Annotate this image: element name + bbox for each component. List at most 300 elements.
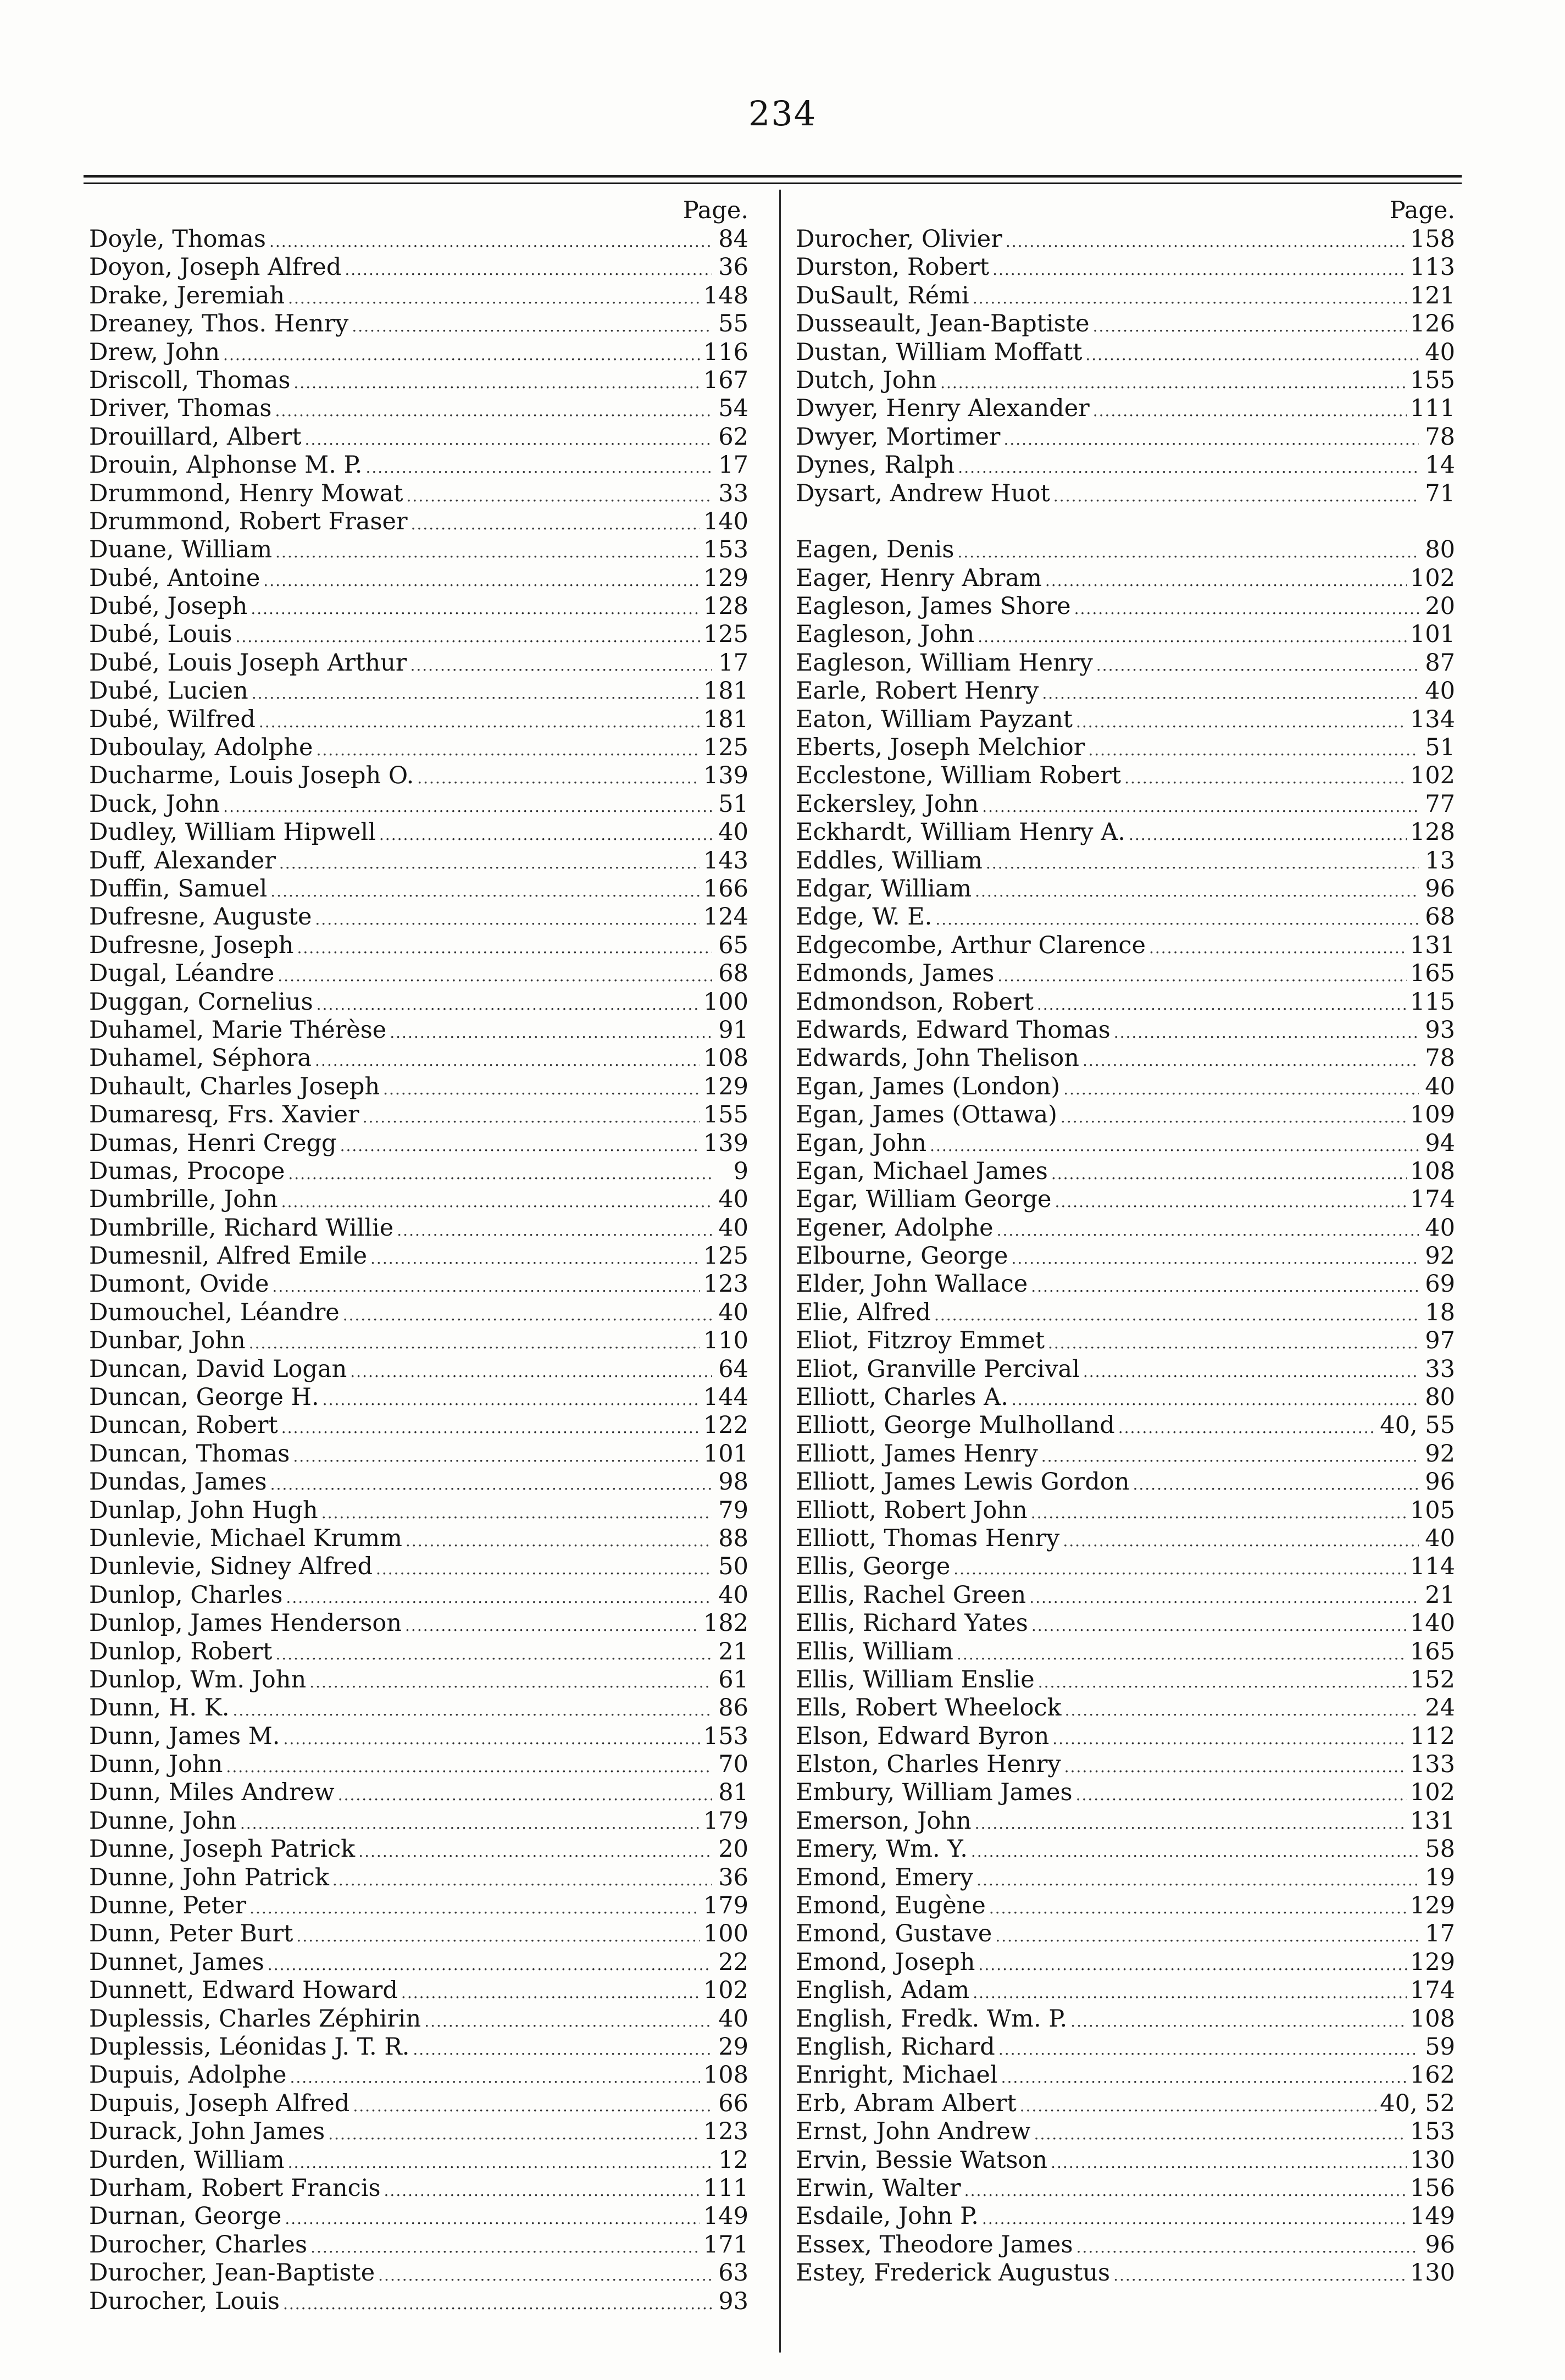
entry-name: Dunlevie, Sidney Alfred	[89, 1553, 373, 1581]
dot-leader	[270, 877, 700, 905]
index-entry	[796, 1242, 1455, 1270]
entry-name: Dufresne, Auguste	[89, 903, 312, 931]
entry-name: Ellis, Richard Yates	[796, 1609, 1028, 1637]
dot-leader	[975, 1809, 1407, 1837]
dot-leader	[410, 651, 712, 679]
index-entry	[796, 310, 1455, 338]
index-entry	[796, 2259, 1455, 2287]
dot-leader	[363, 1103, 700, 1131]
dot-leader	[332, 1866, 712, 1894]
entry-page: 94	[1425, 1129, 1455, 1157]
entry-page: 102	[1409, 1779, 1455, 1807]
entry-page: 81	[718, 1779, 748, 1807]
dot-leader	[1076, 1781, 1407, 1809]
index-entry	[796, 2033, 1455, 2061]
index-entry	[796, 1723, 1455, 1751]
index-entry	[796, 734, 1455, 762]
entry-page: 40	[1425, 338, 1455, 366]
entry-name: Dumbrille, Richard Willie	[89, 1214, 394, 1242]
dot-leader	[288, 2149, 712, 2177]
index-entry	[796, 1412, 1455, 1440]
index-entry	[796, 1016, 1455, 1044]
dot-leader	[958, 453, 1419, 481]
index-entry	[89, 2061, 748, 2089]
entry-name: Edgecombe, Arthur Clarence	[796, 931, 1146, 959]
index-entry	[796, 1327, 1455, 1355]
index-entry	[89, 1553, 748, 1581]
index-entry	[796, 367, 1455, 395]
entry-page: 40	[718, 818, 748, 846]
dot-leader	[935, 905, 1419, 933]
entry-name: Egan, Michael James	[796, 1157, 1048, 1185]
entry-page: 158	[1409, 225, 1455, 253]
dot-leader	[283, 1725, 700, 1753]
entry-page: 40	[1425, 677, 1455, 705]
dot-leader	[235, 623, 700, 651]
entry-page: 9	[733, 1157, 748, 1185]
dot-leader	[223, 793, 712, 821]
dot-leader	[275, 1640, 712, 1668]
dot-leader	[383, 1075, 700, 1103]
dot-leader	[989, 1894, 1407, 1922]
dot-leader	[263, 567, 700, 595]
index-entry	[89, 649, 748, 677]
entry-page: 36	[718, 1863, 748, 1891]
entry-name: Ellis, William Enslie	[796, 1665, 1035, 1693]
entry-page: 134	[1409, 705, 1455, 733]
entry-name: Dubé, Wilfred	[89, 705, 256, 733]
entry-name: Duhault, Charles Joseph	[89, 1072, 380, 1100]
index-entry	[89, 1186, 748, 1214]
dot-leader	[978, 1951, 1406, 1979]
entry-page: 91	[718, 1016, 748, 1044]
index-entry	[89, 1073, 748, 1101]
entry-name: Drouillard, Albert	[89, 423, 302, 451]
dot-leader	[390, 1019, 712, 1047]
index-entry	[89, 1581, 748, 1609]
entry-name: Dubé, Louis	[89, 621, 232, 649]
entry-name: Dumouchel, Léandre	[89, 1298, 340, 1326]
index-entry	[89, 677, 748, 705]
entry-page: 92	[1425, 1440, 1455, 1468]
dot-leader	[269, 228, 712, 256]
entry-name: Eddles, William	[796, 846, 983, 874]
dot-leader	[957, 1640, 1407, 1668]
entry-name: Elder, John Wallace	[796, 1270, 1028, 1298]
index-entry	[796, 1666, 1455, 1694]
entry-name: Drew, John	[89, 338, 220, 366]
entry-name: Dunbar, John	[89, 1327, 246, 1355]
dot-leader	[370, 1244, 700, 1272]
index-entry	[796, 932, 1455, 960]
entry-name: Dumaresq, Frs. Xavier	[89, 1101, 359, 1129]
entry-page: 115	[1409, 988, 1455, 1016]
entry-name: Dugal, Léandre	[89, 960, 275, 988]
dot-leader	[1096, 651, 1419, 679]
index-entry	[89, 1214, 748, 1242]
entry-page: 92	[1425, 1242, 1455, 1270]
entry-name: Embury, William James	[796, 1779, 1073, 1807]
entry-name: Edmondson, Robert	[796, 988, 1034, 1016]
entry-page: 40	[718, 1186, 748, 1214]
entry-page: 131	[1409, 1807, 1455, 1835]
entry-page: 149	[1409, 2202, 1455, 2230]
dot-leader	[998, 2035, 1419, 2063]
entry-page: 139	[703, 762, 748, 790]
dot-leader	[1048, 1329, 1419, 1357]
dot-leader	[251, 595, 700, 623]
entry-page: 51	[1425, 734, 1455, 762]
index-entry	[89, 621, 748, 649]
index-entry	[796, 282, 1455, 310]
entry-name: Eliot, Granville Percival	[796, 1355, 1080, 1383]
entry-page: 68	[718, 960, 748, 988]
index-entry	[796, 1609, 1455, 1637]
dot-leader	[1037, 990, 1407, 1019]
index-entry	[89, 225, 748, 253]
dot-leader	[1003, 425, 1419, 453]
entry-name: Ernst, John Andrew	[796, 2118, 1031, 2146]
dot-leader	[315, 1047, 700, 1075]
entry-name: Egan, James (Ottawa)	[796, 1101, 1057, 1129]
index-entry	[89, 1666, 748, 1694]
index-entry	[89, 282, 748, 310]
entry-page: 65	[718, 931, 748, 959]
index-entry	[89, 395, 748, 423]
left-column	[89, 197, 748, 2316]
index-entry	[796, 875, 1455, 903]
dot-leader	[1088, 736, 1419, 764]
index-entry	[89, 1807, 748, 1835]
index-entry	[796, 2090, 1455, 2118]
entry-name: Eckersley, John	[796, 790, 979, 818]
entry-page: 33	[718, 479, 748, 507]
entry-page: 100	[703, 1920, 748, 1948]
index-entry	[89, 423, 748, 451]
entry-page: 165	[1409, 1637, 1455, 1665]
entry-page: 165	[1409, 960, 1455, 988]
dot-leader	[1051, 1160, 1407, 1188]
index-entry	[89, 1299, 748, 1327]
entry-name: Dunn, John	[89, 1751, 223, 1779]
entry-name: Duck, John	[89, 790, 220, 818]
index-entry	[796, 1581, 1455, 1609]
entry-page: 162	[1409, 2061, 1455, 2089]
entry-page: 129	[1409, 1892, 1455, 1920]
entry-name: Dudley, William Hipwell	[89, 818, 376, 846]
entry-name: Dunne, John Patrick	[89, 1863, 329, 1891]
entry-page: 166	[703, 874, 748, 903]
index-entry	[796, 1158, 1455, 1186]
entry-page: 40, 52	[1380, 2089, 1455, 2117]
index-entry	[796, 339, 1455, 367]
index-entry	[89, 1892, 748, 1920]
index-entry	[796, 2202, 1455, 2230]
entry-name: Elbourne, George	[796, 1242, 1008, 1270]
dot-leader	[971, 1837, 1419, 1866]
entry-name: Dunlop, Charles	[89, 1581, 283, 1609]
index-entry	[796, 564, 1455, 593]
entry-name: Dynes, Ralph	[796, 451, 955, 479]
entry-name: Edgar, William	[796, 874, 972, 903]
entry-page: 114	[1409, 1553, 1455, 1581]
entry-name: Eberts, Joseph Melchior	[796, 734, 1085, 762]
entry-name: Dunne, Joseph Patrick	[89, 1835, 356, 1863]
entry-name: Doyle, Thomas	[89, 225, 266, 253]
dot-leader	[353, 2092, 712, 2120]
dot-leader	[1052, 1725, 1407, 1753]
dot-leader	[1113, 2261, 1407, 2289]
index-entry	[89, 1949, 748, 1977]
dot-leader	[286, 1584, 712, 1612]
entry-page: 153	[703, 536, 748, 564]
entry-page: 105	[1409, 1496, 1455, 1524]
dot-leader	[397, 1216, 712, 1244]
entry-page: 93	[1425, 1016, 1455, 1044]
index-entry	[89, 480, 748, 508]
dot-leader	[343, 1301, 712, 1329]
index-entry	[796, 2231, 1455, 2259]
index-entry	[89, 536, 748, 564]
entry-name: Eagleson, William Henry	[796, 649, 1093, 677]
entry-page: 179	[703, 1807, 748, 1835]
entry-name: Drouin, Alphonse M. P.	[89, 451, 363, 479]
entry-name: Dumbrille, John	[89, 1186, 278, 1214]
left-index-list	[89, 225, 748, 2316]
dot-leader	[275, 538, 700, 566]
entry-page: 125	[703, 621, 748, 649]
entry-name: Dunlop, Robert	[89, 1637, 273, 1665]
entry-page: 80	[1425, 536, 1455, 564]
index-entry	[796, 1044, 1455, 1072]
entry-name: Dubé, Louis Joseph Arthur	[89, 649, 407, 677]
dot-leader	[964, 2177, 1407, 2205]
index-entry	[89, 1525, 748, 1553]
index-entry	[89, 1270, 748, 1298]
entry-name: Elson, Edward Byron	[796, 1722, 1050, 1750]
index-entry	[89, 1694, 748, 1722]
dot-leader	[321, 1499, 712, 1527]
entry-page: 69	[1425, 1270, 1455, 1298]
dot-leader	[1041, 1442, 1419, 1470]
entry-page: 111	[703, 2174, 748, 2202]
entry-page: 139	[703, 1129, 748, 1157]
dot-leader	[411, 510, 700, 538]
right-page-header: Page.	[1389, 197, 1455, 224]
dot-leader	[1133, 1470, 1419, 1498]
index-entry	[796, 1864, 1455, 1892]
entry-page: 70	[718, 1751, 748, 1779]
entry-name: Emery, Wm. Y.	[796, 1835, 968, 1863]
entry-page: 40	[1425, 1214, 1455, 1242]
entry-page: 12	[718, 2146, 748, 2174]
dot-leader	[328, 2120, 700, 2148]
entry-name: Dunn, Peter Burt	[89, 1920, 293, 1948]
entry-name: Duhamel, Séphora	[89, 1044, 312, 1072]
entry-page: 108	[1409, 1157, 1455, 1185]
entry-name: Duncan, George H.	[89, 1383, 319, 1412]
dot-leader	[275, 397, 712, 425]
entry-name: Dreaney, Thos. Henry	[89, 310, 349, 338]
index-entry	[89, 1751, 748, 1779]
header-rule-thin	[84, 182, 1462, 184]
index-entry	[796, 1779, 1455, 1807]
entry-name: Dunlevie, Michael Krumm	[89, 1524, 402, 1552]
entry-name: Duff, Alexander	[89, 846, 276, 874]
entry-page: 101	[1409, 621, 1455, 649]
entry-name: Dumesnil, Alfred Emile	[89, 1242, 368, 1270]
dot-leader	[305, 425, 712, 453]
entry-page: 108	[703, 2061, 748, 2089]
dot-leader	[997, 1216, 1419, 1244]
dot-leader	[1093, 397, 1407, 425]
entry-page: 40	[1425, 1524, 1455, 1552]
entry-page: 130	[1409, 2146, 1455, 2174]
entry-name: Ducharme, Louis Joseph O.	[89, 762, 414, 790]
dot-leader	[1031, 1272, 1419, 1300]
entry-name: Dwyer, Mortimer	[796, 423, 1001, 451]
dot-leader	[940, 369, 1407, 397]
dot-leader	[1061, 1103, 1407, 1131]
dot-leader	[1114, 1019, 1419, 1047]
entry-name: Ecclestone, William Robert	[796, 762, 1122, 790]
entry-name: Emond, Joseph	[796, 1948, 975, 1976]
entry-name: Doyon, Joseph Alfred	[89, 253, 342, 281]
dot-leader	[407, 482, 712, 510]
entry-name: Duplessis, Charles Zéphirin	[89, 2005, 421, 2033]
index-entry	[796, 1497, 1455, 1525]
dot-leader	[986, 849, 1419, 877]
index-entry	[796, 960, 1455, 988]
entry-name: Duffin, Samuel	[89, 874, 268, 903]
entry-page: 122	[703, 1412, 748, 1440]
dot-leader	[1031, 1499, 1407, 1527]
entry-page: 182	[703, 1609, 748, 1637]
entry-page: 98	[718, 1468, 748, 1496]
index-entry	[796, 2146, 1455, 2174]
entry-page: 128	[703, 593, 748, 621]
index-entry	[89, 2033, 748, 2061]
dot-leader	[1063, 1527, 1419, 1555]
entry-name: Drake, Jeremiah	[89, 281, 285, 309]
dot-leader	[973, 284, 1407, 312]
entry-page: 17	[718, 451, 748, 479]
index-entry	[796, 1977, 1455, 2005]
index-entry	[89, 1016, 748, 1044]
entry-name: Eager, Henry Abram	[796, 564, 1042, 592]
index-entry	[89, 1920, 748, 1948]
entry-name: Duane, William	[89, 536, 273, 564]
index-entry	[89, 1327, 748, 1355]
entry-name: English, Richard	[796, 2033, 995, 2061]
entry-name: Durack, John James	[89, 2118, 325, 2146]
index-entry	[89, 1158, 748, 1186]
index-entry	[796, 1073, 1455, 1101]
dot-leader	[378, 2261, 712, 2289]
entry-page: 129	[703, 564, 748, 592]
entry-name: Essex, Theodore James	[796, 2230, 1073, 2259]
entry-page: 125	[703, 1242, 748, 1270]
right-column	[796, 197, 1455, 2288]
dot-leader	[285, 2205, 700, 2233]
index-entry	[796, 1440, 1455, 1468]
entry-page: 129	[1409, 1948, 1455, 1976]
dot-leader	[982, 793, 1419, 821]
index-entry	[796, 423, 1455, 451]
dot-leader	[978, 623, 1407, 651]
entry-page: 87	[1425, 649, 1455, 677]
entry-name: Eagleson, John	[796, 621, 975, 649]
entry-page: 102	[1409, 564, 1455, 592]
index-entry	[796, 1355, 1455, 1383]
entry-name: Elie, Alfred	[796, 1298, 931, 1326]
entry-name: Dunne, John	[89, 1807, 237, 1835]
index-entry	[89, 1242, 748, 1270]
entry-page: 13	[1425, 846, 1455, 874]
entry-name: Earle, Robert Henry	[796, 677, 1039, 705]
entry-page: 179	[703, 1892, 748, 1920]
entry-page: 121	[1409, 281, 1455, 309]
index-entry	[89, 2118, 748, 2146]
entry-name: Durnan, George	[89, 2202, 282, 2230]
entry-name: Elliott, Charles A.	[796, 1383, 1008, 1412]
entry-page: 123	[703, 2118, 748, 2146]
entry-page: 126	[1409, 310, 1455, 338]
entry-page: 78	[1425, 423, 1455, 451]
entry-page: 113	[1409, 253, 1455, 281]
dot-leader	[288, 284, 700, 312]
dot-leader	[240, 1809, 700, 1837]
entry-page: 19	[1425, 1863, 1455, 1891]
entry-page: 143	[703, 846, 748, 874]
dot-leader	[281, 1188, 712, 1216]
entry-name: Emond, Eugène	[796, 1892, 986, 1920]
index-entry	[796, 480, 1455, 508]
index-entry	[796, 818, 1455, 846]
entry-page: 21	[1425, 1581, 1455, 1609]
entry-name: Dysart, Andrew Huot	[796, 479, 1050, 507]
index-entry	[89, 988, 748, 1016]
dot-leader	[1124, 764, 1407, 792]
index-entry	[796, 1553, 1455, 1581]
page-number: 234	[748, 93, 817, 134]
entry-name: Ellis, William	[796, 1637, 953, 1665]
dot-leader	[992, 256, 1407, 284]
dot-leader	[315, 905, 700, 933]
index-entry	[89, 1044, 748, 1072]
entry-page: 29	[718, 2033, 748, 2061]
entry-name: Elliott, Thomas Henry	[796, 1524, 1060, 1552]
entry-name: Eagleson, James Shore	[796, 593, 1071, 621]
index-entry	[796, 536, 1455, 564]
entry-name: Dufresne, Joseph	[89, 931, 294, 959]
dot-leader	[268, 1951, 712, 1979]
entry-page: 14	[1425, 451, 1455, 479]
index-entry	[796, 621, 1455, 649]
dot-leader	[1070, 2007, 1407, 2035]
entry-name: Driver, Thomas	[89, 395, 272, 423]
entry-page: 108	[703, 1044, 748, 1072]
entry-name: Egan, James (London)	[796, 1072, 1061, 1100]
entry-name: Egan, John	[796, 1129, 927, 1157]
index-entry	[796, 706, 1455, 734]
index-entry	[89, 1355, 748, 1383]
entry-page: 149	[703, 2202, 748, 2230]
dot-leader	[309, 1668, 712, 1696]
dot-leader	[1093, 312, 1407, 340]
index-entry	[796, 677, 1455, 705]
entry-page: 40, 55	[1380, 1412, 1455, 1440]
